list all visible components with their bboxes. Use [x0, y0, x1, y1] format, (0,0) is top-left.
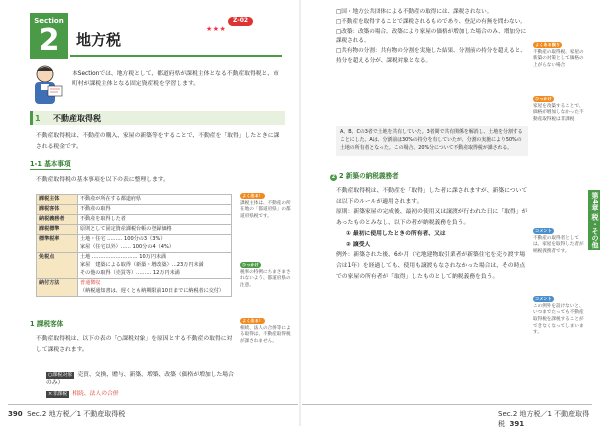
table-row: 課税主体 不動産が所在する都道府県	[37, 195, 232, 205]
table-row: 課税標準 原則として固定資産課税台帳の登録価格	[37, 225, 232, 235]
section-number: 2	[38, 23, 60, 59]
side-note-a: よく出る！ 課税主体は、不動産の所在地の「都道府県」の都道府県税です。	[240, 193, 291, 219]
key-list	[46, 371, 236, 400]
sub-heading: 1-1 基本事項	[30, 160, 71, 168]
intro-text: 本Sectionでは、地方税として、都道府県が課税主体となる不動産取得税と、市町村が課税主体となる固定資産税を学習します。	[72, 71, 279, 87]
table-row: 納税義務者 不動産を取得した者	[37, 215, 232, 225]
table-row: 納付方法 普通徴収 （納税通知書は、遅くとも納期限前10日までに納税者に交付）	[37, 279, 232, 297]
table-intro: 不動産取得税の基本事項を以下の表に整理します。	[36, 177, 169, 183]
example-box: A、B、Cの3者で土地を共有していた。3者間で共有関係を解消し、土地を分割することにした。Aは、分割前は30%の持分を有していたが、分割の実施により50%の土地の所有者となった。この場合、20%分について不動産取得税が課される。	[336, 126, 528, 156]
lead-paragraph: 不動産取得税は、不動産の購入、家屋の新築等をすることで、不動産を「取得」したときに課される税金です。	[36, 133, 280, 150]
basic-table	[36, 194, 232, 297]
side-note-ra: よくある誤り 不動産の取得税、家屋の新築の対策として価格の上がらない場合	[533, 42, 584, 68]
section-title: 地方税	[76, 31, 122, 49]
title-rule	[70, 55, 282, 57]
table-row: 課税客体 不動産の取得	[37, 205, 232, 215]
side-note-rc: コメント 不動産の取得者としては、家屋を取得した者が納税義務者です。	[533, 228, 584, 254]
checklist	[336, 8, 528, 67]
heading-number: 1	[35, 114, 41, 123]
list-item: □共有物の分割：共有物の分割を実施した結果、分割前の持分を超えると、持分を超える分が、課税対象となる。	[336, 48, 526, 64]
new-build-body: 不動産取得税は、不動産を「取得」した者に課されますが、新築については以下のルールが適用されます。 原則：新築家屋の完成後、最初の使用又は譲渡が行われた日に「取得」があったものとみなし、以下の者が納税義務を負う。 ① 最初に使用したときの所有者、又は ② 譲受人 例外：新築された後、6か月（宅地建物取引業者が新築住宅を売り渡す場合は1年）を経過しても、使用も譲渡もなされなかった場合は、その時点での家屋の所有者が「取得」したものとして納税義務を負う。	[336, 188, 528, 280]
z-tag: Z-02	[228, 17, 253, 26]
table-row: 免税点 土地 ……………………… 10万円未満 家屋 建築による取得（新築・増改築）…23万円未満 その他の取得（売買等）……… 12万円未満	[37, 253, 232, 279]
list-item: □不動産を取得することで課税されるものであり、登記の有無を問わない。	[336, 18, 526, 25]
side-note-b: ひっかけ 税率の特例にちまさまされないよう、都道府県の注意。	[240, 262, 291, 288]
side-note-rd: コメント この例外を設けないと、いつまでたっても不動産取得税を課税することができなくなってしまいます。	[533, 296, 584, 336]
importance-stars: ★★★	[206, 25, 227, 33]
heading-bar	[30, 111, 285, 125]
sub-heading-2: 1 課税客体	[30, 320, 64, 328]
list-item: ×非課税 相続、法人の合併	[48, 390, 119, 397]
page-footer-right: Sec.2 地方税／1 不動産取得税 391	[498, 410, 590, 429]
footer-rule-left	[8, 404, 298, 405]
spine	[299, 0, 301, 426]
side-note-rb: ひっかけ 家屋を改築することで、価格が増加しなかった不動産取得税は非課税	[533, 96, 584, 122]
object-intro: 不動産取得税は、以下の表の「○課税対象」を原因とする不動産の取得に対して課税されます。	[36, 336, 233, 353]
section-badge	[30, 13, 68, 59]
table-row: 標準税率 土地・住宅 ……… 100分の3（3%） 家屋（住宅以外）…… 100分の4（4%）	[37, 235, 232, 253]
section-label: Section	[34, 17, 64, 25]
list-item: ○課税対象 売買、交換、贈与、新築、増築、改築（価格が増加した場合のみ）	[46, 372, 234, 387]
side-note-c: よく出る！ 相続、法人の合併等による取得は、不動産取得税が課されません。	[240, 318, 291, 344]
chapter-tab: 第4章 税・その他	[588, 190, 600, 250]
page-footer-left: 390 Sec.2 地方税／1 不動産取得税	[8, 410, 126, 418]
footer-rule-right	[302, 404, 592, 405]
heading-title: 不動産取得税	[53, 114, 101, 123]
teacher-illustration	[24, 62, 66, 110]
list-item: □改築：改築の場合、改築により家屋の価格が増加した場合のみ、増加分に課税される。	[336, 28, 527, 45]
new-build-heading: 2 2 新築の納税義務者	[331, 172, 399, 180]
list-item: □国・地方公共団体による不動産の取得には、課税されない。	[336, 9, 493, 15]
